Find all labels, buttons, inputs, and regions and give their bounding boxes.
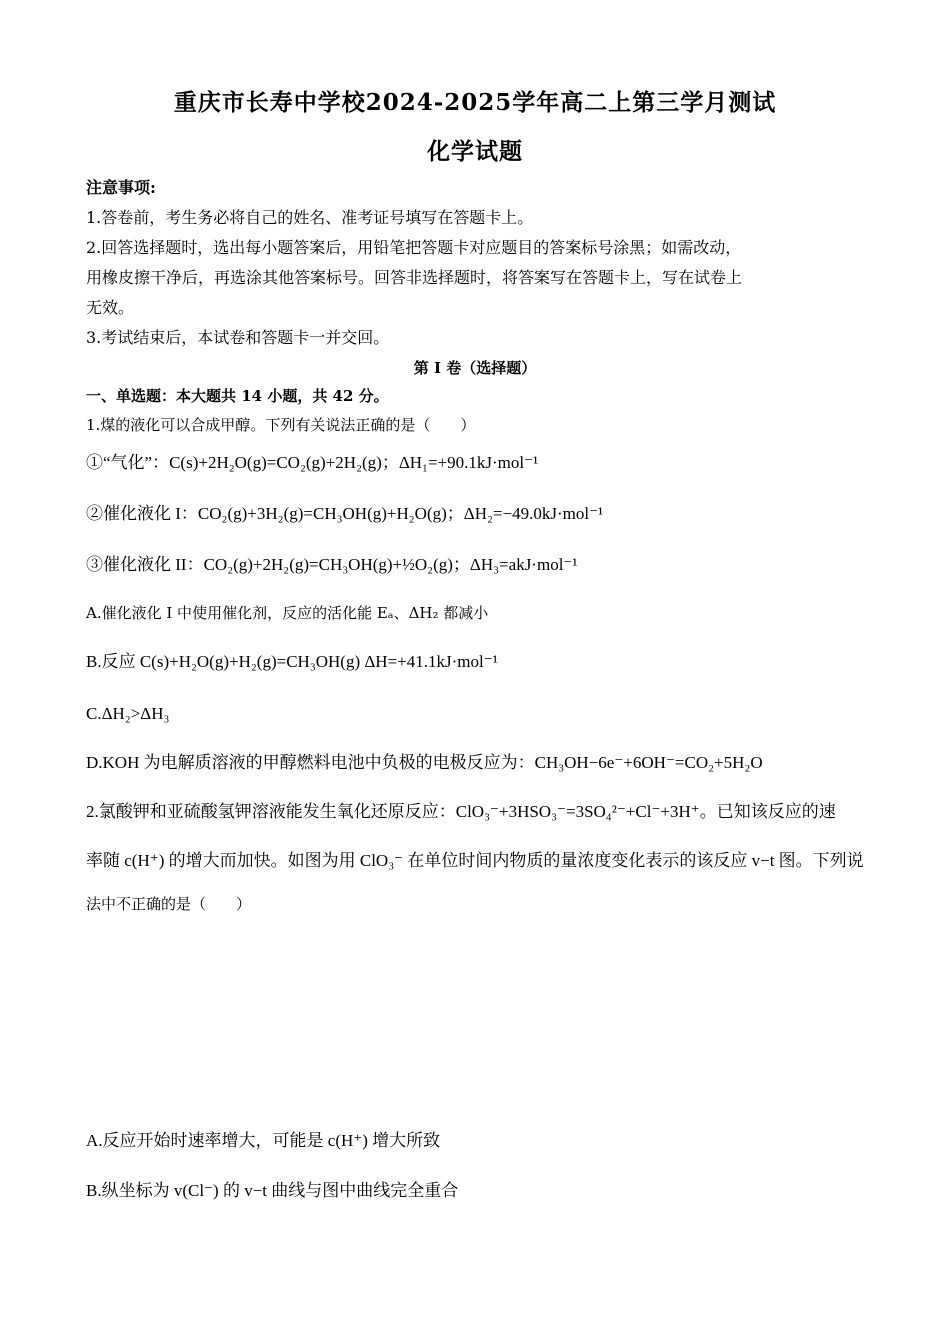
exam-title: 重庆市长寿中学校2024-2025学年高二上第三学月测试 (173, 89, 777, 116)
question-1-option-b: B.反应 C(s)+H₂O(g)+H₂(g)=CH₃OH(g) ΔH=+41.1kJ·mol⁻¹ (86, 652, 498, 671)
question-1-stem: 1.煤的液化可以合成甲醇。下列有关说法正确的是（ ） (86, 416, 476, 434)
question-2-stem-line-1: 2.氯酸钾和亚硫酸氢钾溶液能发生氧化还原反应：ClO₃⁻+3HSO₃⁻=3SO₄²⁻+Cl⁻+3H⁺。已知该反应的速 (86, 802, 836, 821)
question-1-equation-1: ①“气化”：C(s)+2H₂O(g)=CO₂(g)+2H₂(g)；ΔH₁=+90.1kJ·mol⁻¹ (86, 453, 539, 472)
question-1-option-d: D.KOH 为电解质溶液的甲醇燃料电池中负极的电极反应为：CH₃OH−6e⁻+6OH⁻=CO₂+5H₂O (86, 753, 763, 772)
question-1-equation-2: ②催化液化 I：CO₂(g)+3H₂(g)=CH₃OH(g)+H₂O(g)；ΔH₂=−49.0kJ·mol⁻¹ (86, 504, 604, 523)
notice-heading: 注意事项: (86, 178, 156, 197)
figure-placeholder (86, 930, 866, 1110)
notice-item-3: 3.考试结束后，本试卷和答题卡一并交回。 (86, 328, 390, 347)
question-2-stem-line-2: 率随 c(H⁺) 的增大而加快。如图为用 ClO₃⁻ 在单位时间内物质的量浓度变化表示的该反应 v−t 图。下列说 (86, 851, 864, 870)
notice-item-1: 1.答卷前，考生务必将自己的姓名、准考证号填写在答题卡上。 (86, 208, 534, 227)
question-2-option-b: B.纵坐标为 v(Cl⁻) 的 v−t 曲线与图中曲线完全重合 (86, 1181, 459, 1200)
notice-item-2-line-3: 无效。 (86, 298, 135, 317)
question-1-option-c: C.ΔH₂>ΔH₃ (86, 704, 170, 723)
section-heading: 一、单选题：本大题共 14 小题，共 42 分。 (86, 387, 389, 405)
question-1-option-a: A.催化液化 I 中使用催化剂，反应的活化能 Eₐ、ΔH₂ 都减小 (86, 604, 489, 622)
subject-title: 化学试题 (427, 138, 523, 165)
question-1-equation-3: ③催化液化 II：CO₂(g)+2H₂(g)=CH₃OH(g)+½O₂(g)；ΔH₃=akJ·mol⁻¹ (86, 555, 578, 574)
notice-item-2-line-1: 2.回答选择题时，选出每小题答案后，用铅笔把答题卡对应题目的答案标号涂黑；如需改动， (86, 238, 742, 257)
question-2-option-a: A.反应开始时速率增大，可能是 c(H⁺) 增大所致 (86, 1131, 441, 1150)
volume-heading: 第 I 卷（选择题） (413, 359, 537, 377)
question-2-stem-line-3: 法中不正确的是（ ） (86, 895, 252, 913)
notice-item-2-line-2: 用橡皮擦干净后，再选涂其他答案标号。回答非选择题时，将答案写在答题卡上，写在试卷上 (86, 268, 743, 287)
